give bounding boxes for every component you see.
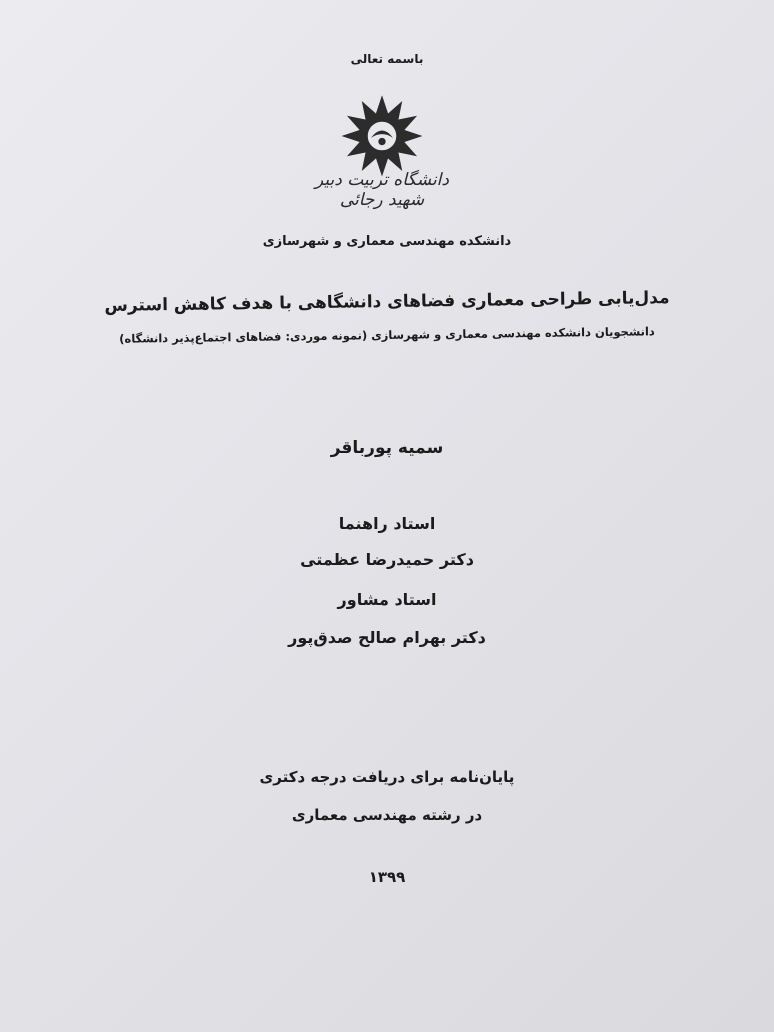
- advisor-label: استاد راهنما: [338, 514, 436, 533]
- thesis-title: مدل‌یابی طراحی معماری فضاهای دانشگاهی با هدف کاهش استرس: [104, 288, 670, 316]
- degree-line-1: پایان‌نامه برای دریافت درجه دکتری: [259, 768, 515, 786]
- consultant-name: دکتر بهرام صالح صدق‌پور: [288, 628, 486, 647]
- thesis-subtitle: دانشجویان دانشکده مهندسی معماری و شهرسازی (نمونه موردی: فضاهای اجتماع‌پذیر دانشگاه): [119, 324, 655, 346]
- faculty-name: دانشکده مهندسی معماری و شهرسازی: [262, 234, 512, 249]
- university-name-calligraphy: [300, 168, 464, 208]
- thesis-year: ۱۳۹۹: [368, 868, 406, 886]
- invocation-text: باسمه تعالی: [350, 52, 424, 66]
- advisor-name: دکتر حمیدرضا عظمتی: [300, 550, 474, 569]
- university-name-text: دانشگاه تربیت دبیر شهید رجائی: [315, 170, 449, 210]
- degree-line-2: در رشته مهندسی معماری: [291, 806, 483, 824]
- consultant-label: استاد مشاور: [337, 590, 437, 609]
- author-name: سمیه پورباقر: [330, 438, 444, 458]
